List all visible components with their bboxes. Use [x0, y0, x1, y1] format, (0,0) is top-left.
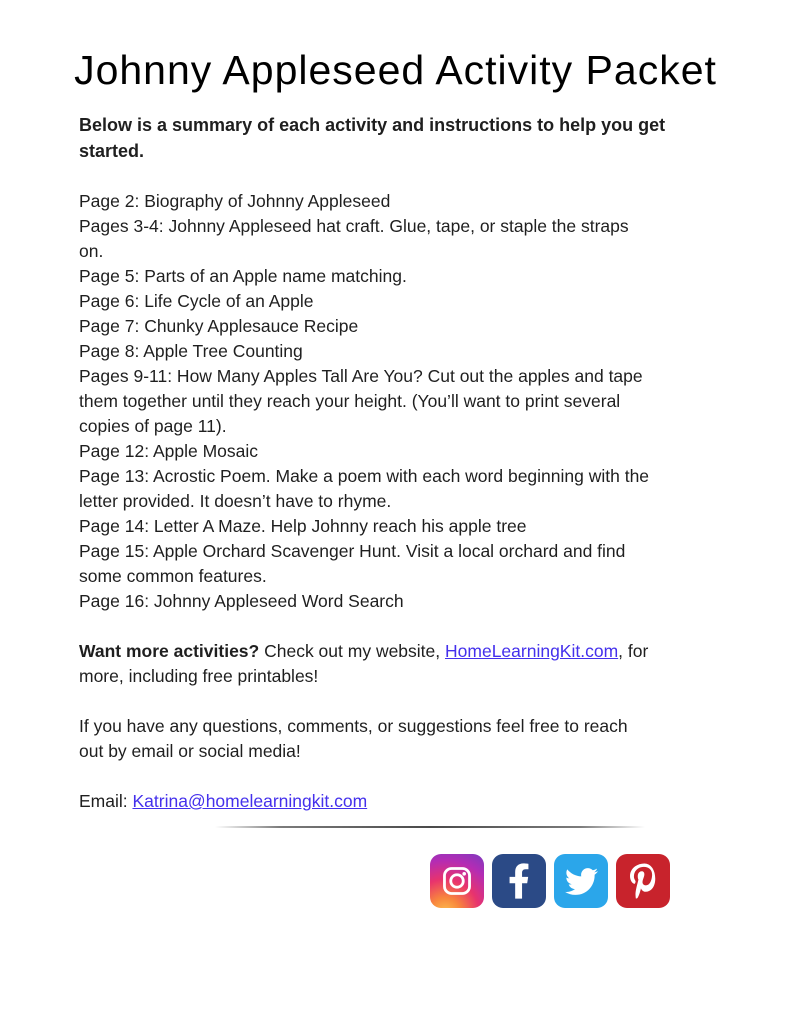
text-line: Pages 3-4: Johnny Appleseed hat craft. Glue, tape, or staple the straps: [79, 216, 629, 236]
pinterest-icon[interactable]: [616, 854, 670, 908]
text-line: Page 14: Letter A Maze. Help Johnny reach his apple tree: [79, 516, 527, 536]
page-title: Johnny Appleseed Activity Packet: [74, 47, 717, 93]
more-activities-line-2: more, including free printables!: [79, 666, 319, 686]
email-label: Email:: [79, 791, 133, 811]
text-line: Page 8: Apple Tree Counting: [79, 341, 303, 361]
text-line: Page 6: Life Cycle of an Apple: [79, 291, 314, 311]
text-line: Page 5: Parts of an Apple name matching.: [79, 266, 407, 286]
page-content: [79, 112, 712, 908]
text-line: letter provided. It doesn’t have to rhyme.: [79, 491, 392, 511]
text-line: started.: [79, 141, 145, 161]
email-line: [79, 789, 712, 814]
text-line: copies of page 11).: [79, 416, 227, 436]
more-activities-text-after: , for: [618, 641, 649, 661]
instagram-icon[interactable]: [430, 854, 484, 908]
email-link[interactable]: Katrina@homelearningkit.com: [132, 791, 368, 811]
text-line: Page 7: Chunky Applesauce Recipe: [79, 316, 359, 336]
text-line: Page 13: Acrostic Poem. Make a poem with each word beginning with the: [79, 466, 650, 486]
more-activities-text: Check out my website,: [259, 641, 446, 661]
text-line: out by email or social media!: [79, 741, 301, 761]
more-activities-line-1: [79, 639, 712, 664]
text-line: If you have any questions, comments, or suggestions feel free to reach: [79, 716, 628, 736]
facebook-icon[interactable]: [492, 854, 546, 908]
text-line: on.: [79, 241, 104, 261]
text-line: Page 15: Apple Orchard Scavenger Hunt. Visit a local orchard and find: [79, 541, 626, 561]
twitter-icon[interactable]: [554, 854, 608, 908]
text-line: some common features.: [79, 566, 267, 586]
intro-text: [79, 112, 712, 164]
more-activities-bold: Want more activities?: [79, 641, 260, 661]
website-link[interactable]: HomeLearningKit.com: [445, 641, 619, 661]
text-line: Page 12: Apple Mosaic: [79, 441, 259, 461]
text-line: Pages 9-11: How Many Apples Tall Are You? Cut out the apples and tape: [79, 366, 643, 386]
contact-paragraph: [79, 714, 712, 764]
text-line: them together until they reach your height. (You’ll want to print several: [79, 391, 621, 411]
activity-list: [79, 189, 712, 614]
text-line: Page 16: Johnny Appleseed Word Search: [79, 591, 404, 611]
text-line: Page 2: Biography of Johnny Appleseed: [79, 191, 391, 211]
social-icons-row: [79, 854, 712, 908]
text-line: Below is a summary of each activity and instructions to help you get: [79, 115, 666, 135]
divider-line: [215, 826, 645, 828]
more-activities-paragraph: [79, 639, 712, 689]
